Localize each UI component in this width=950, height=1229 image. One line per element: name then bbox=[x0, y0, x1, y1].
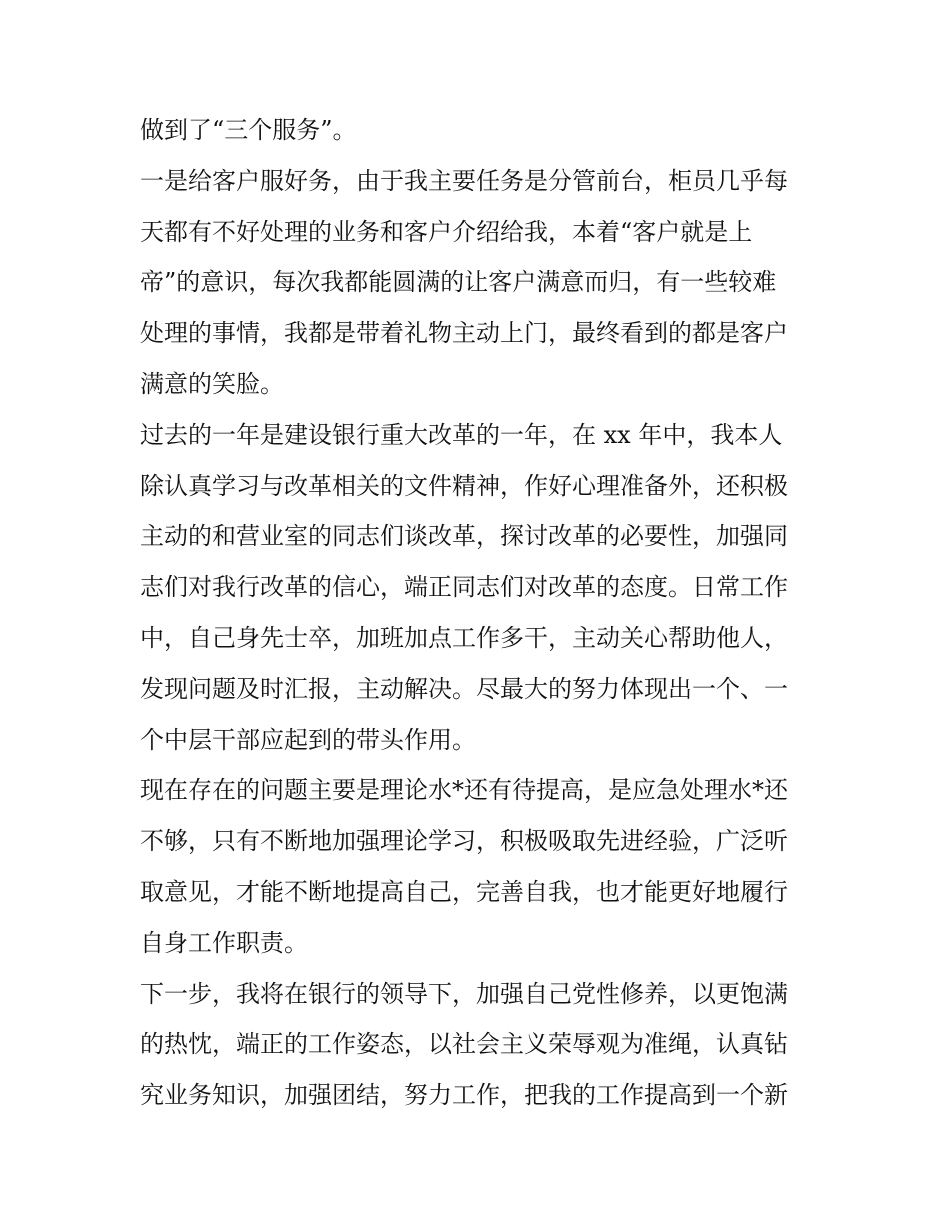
text-line: 自身工作职责。 bbox=[140, 928, 308, 957]
text-line: 天都有不好处理的业务和客户介绍给我，本着“客户就是上 bbox=[140, 217, 753, 246]
text-line: 发现问题及时汇报，主动解决。尽最大的努力体现出一个、一 bbox=[140, 674, 788, 703]
text-line: 主动的和营业室的同志们谈改革，探讨改革的必要性，加强同 bbox=[140, 522, 788, 551]
text-line: 不够，只有不断地加强理论学习，积极吸取先进经验，广泛听 bbox=[140, 827, 788, 856]
text-line: 满意的笑脸。 bbox=[140, 369, 284, 398]
text-line: 取意见，才能不断地提高自己，完善自我，也才能更好地履行 bbox=[140, 877, 788, 906]
text-line: 中，自己身先士卒，加班加点工作多干，主动关心帮助他人， bbox=[140, 623, 788, 652]
text-line: 帝”的意识，每次我都能圆满的让客户满意而归，有一些较难 bbox=[140, 268, 777, 297]
text-line: 处理的事情，我都是带着礼物主动上门，最终看到的都是客户 bbox=[140, 319, 788, 348]
body-text bbox=[140, 105, 820, 1121]
text-line: 除认真学习与改革相关的文件精神，作好心理准备外，还积极 bbox=[140, 471, 788, 500]
text-line: 下一步，我将在银行的领导下，加强自己党性修养，以更饱满 bbox=[140, 979, 788, 1008]
text-line: 现在存在的问题主要是理论水*还有待提高，是应急处理水*还 bbox=[140, 776, 788, 805]
text-line: 究业务知识，加强团结，努力工作，把我的工作提高到一个新 bbox=[140, 1081, 788, 1110]
text-line: 做到了“三个服务”。 bbox=[140, 116, 357, 144]
text-line: 的热忱，端正的工作姿态，以社会主义荣辱观为准绳，认真钻 bbox=[140, 1030, 788, 1059]
text-line: 志们对我行改革的信心，端正同志们对改革的态度。日常工作 bbox=[140, 573, 788, 602]
text-line: 过去的一年是建设银行重大改革的一年，在 xx 年中，我本人 bbox=[140, 420, 783, 449]
text-line: 个中层干部应起到的带头作用。 bbox=[140, 725, 476, 754]
text-line: 一是给客户服好务，由于我主要任务是分管前台，柜员几乎每 bbox=[140, 166, 788, 195]
